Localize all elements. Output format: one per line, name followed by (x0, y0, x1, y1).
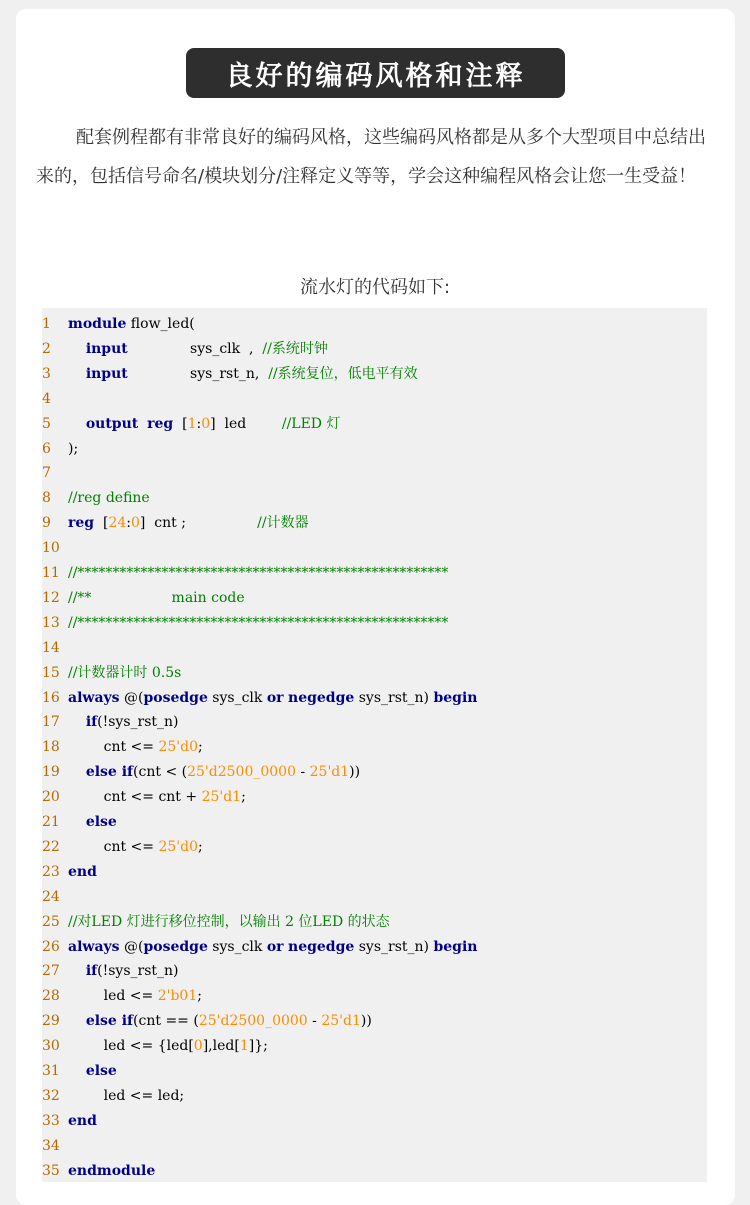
code-plain (68, 366, 86, 382)
code-comment: //对LED 灯进行移位控制，以输出 2 位LED 的状态 (68, 913, 390, 930)
line-number: 20 (42, 789, 60, 806)
code-keyword: else (85, 1063, 117, 1079)
code-comment: //***************************************************** (68, 565, 449, 581)
code-keyword: if (85, 714, 98, 731)
code-keyword: else (85, 814, 117, 830)
line-number: 32 (42, 1087, 60, 1104)
code-keyword: input (85, 365, 128, 382)
line-number: 34 (42, 1137, 60, 1154)
code-text (68, 1084, 184, 1109)
line-number: 11 (42, 565, 60, 581)
line-number: 25 (42, 913, 60, 930)
section-title: 良好的编码风格和注释 (186, 48, 565, 98)
code-plain: (cnt == ( (133, 1013, 199, 1030)
code-text (68, 1109, 97, 1134)
code-keyword: end (68, 863, 97, 880)
code-comment: //LED 灯 (281, 415, 341, 432)
code-plain: : (196, 415, 202, 432)
code-keyword: always (68, 938, 120, 955)
code-plain: (cnt < ( (133, 764, 188, 781)
code-text (68, 959, 179, 984)
code-plain: ; (197, 988, 202, 1005)
code-number: 25'd2500_0000 (187, 764, 296, 781)
line-number: 5 (42, 415, 51, 432)
code-text (68, 1059, 117, 1084)
line-number: 19 (42, 764, 60, 781)
code-number: 0 (193, 1038, 203, 1055)
line-number: 26 (42, 938, 60, 955)
code-comment: //系统复位，低电平有效 (268, 365, 418, 382)
code-text (68, 412, 340, 437)
code-keyword: end (68, 1112, 97, 1129)
code-text (68, 362, 418, 387)
code-plain (68, 341, 86, 357)
code-keyword: if (85, 963, 98, 980)
code-keyword: reg (68, 515, 95, 532)
code-number: 1 (239, 1038, 249, 1055)
code-plain: ; (198, 739, 203, 756)
code-text (68, 735, 203, 760)
code-number: 1 (187, 415, 197, 432)
code-comment: //计数器 (257, 515, 309, 532)
line-number: 2 (42, 340, 51, 357)
code-text (68, 760, 360, 785)
code-plain: [ (94, 515, 109, 532)
line-number: 4 (42, 390, 51, 407)
line-number: 24 (42, 888, 60, 905)
code-text (68, 1034, 268, 1059)
code-plain: @( (119, 938, 144, 955)
code-text (68, 337, 328, 362)
code-text (68, 910, 390, 935)
code-keyword: output (85, 415, 139, 432)
code-plain: sys_rst_n, (127, 365, 269, 382)
line-number: 30 (42, 1038, 60, 1055)
code-plain (68, 764, 86, 780)
code-plain: - (307, 1013, 322, 1030)
code-plain (68, 714, 86, 730)
code-text (68, 312, 195, 337)
code-number: 24 (108, 515, 127, 532)
code-keyword: endmodule (68, 1162, 156, 1179)
code-comment: //计数器计时 0.5s (68, 664, 182, 681)
code-keyword: negedge (288, 938, 355, 955)
code-plain: cnt <= cnt + (68, 789, 202, 806)
code-keyword: begin (433, 938, 478, 955)
code-text (68, 984, 202, 1009)
line-number: 21 (42, 814, 60, 830)
code-text (68, 835, 203, 860)
code-text (68, 810, 117, 835)
code-text (68, 1159, 155, 1184)
code-keyword: or (266, 689, 284, 706)
code-text (68, 511, 309, 536)
code-keyword: reg (147, 415, 174, 432)
code-text (68, 561, 448, 586)
line-number: 31 (42, 1063, 60, 1079)
code-comment: //系统时钟 (262, 340, 328, 357)
code-plain (68, 963, 86, 979)
code-text (68, 661, 181, 686)
code-number: 0 (201, 415, 211, 432)
code-plain: ],led[ (202, 1038, 240, 1055)
code-plain: @( (119, 689, 144, 706)
code-plain: sys_rst_n) (354, 938, 434, 955)
line-number: 15 (42, 664, 60, 681)
code-plain: ; (241, 789, 246, 806)
code-comment: //reg define (68, 490, 150, 507)
code-plain: led <= {led[ (68, 1038, 194, 1055)
code-plain: ] cnt ; (139, 515, 258, 532)
code-plain: )) (349, 764, 361, 781)
code-keyword: posedge (143, 689, 208, 706)
code-number: 25'd1 (309, 764, 350, 781)
line-number: 12 (42, 589, 60, 606)
line-number: 1 (42, 316, 51, 332)
line-number: 23 (42, 863, 60, 880)
code-keyword: module (68, 316, 127, 332)
code-plain: ); (68, 440, 79, 457)
code-text (68, 710, 179, 735)
code-plain: (!sys_rst_n) (97, 714, 179, 731)
line-number: 6 (42, 440, 51, 457)
line-number: 29 (42, 1013, 60, 1030)
code-number: 25'd1 (321, 1013, 361, 1030)
code-plain: )) (360, 1013, 372, 1030)
line-number: 10 (42, 540, 60, 557)
code-number: 25'd1 (201, 789, 242, 806)
code-plain (68, 814, 86, 830)
code-comment: //** main code (68, 589, 245, 606)
code-number: 0 (131, 515, 140, 532)
code-text (68, 1009, 372, 1034)
code-text (68, 611, 448, 636)
code-plain: cnt <= (68, 739, 159, 756)
code-keyword: input (85, 340, 128, 357)
line-number: 35 (42, 1162, 60, 1179)
line-number: 27 (42, 963, 60, 980)
code-plain: led <= (68, 988, 158, 1005)
line-number: 7 (42, 465, 51, 482)
code-block (42, 308, 707, 1182)
code-plain (68, 416, 86, 432)
code-keyword: posedge (143, 938, 208, 955)
code-number: 25'd0 (158, 838, 198, 855)
code-plain: ]}; (248, 1038, 268, 1055)
code-plain: sys_rst_n) (354, 689, 434, 706)
code-number: 2'b01 (157, 988, 198, 1005)
line-number: 28 (42, 988, 60, 1005)
line-number: 14 (42, 639, 60, 656)
code-plain: led <= led; (68, 1087, 185, 1104)
code-plain: ; (198, 838, 203, 855)
code-text (68, 586, 245, 611)
code-text (68, 935, 477, 960)
code-plain: sys_clk , (127, 340, 263, 357)
code-plain: flow_led( (126, 316, 195, 332)
code-caption: 流水灯的代码如下: (299, 277, 451, 298)
code-keyword: always (68, 689, 120, 706)
line-number: 8 (42, 490, 51, 507)
code-plain: cnt <= (68, 838, 159, 855)
code-plain (68, 1013, 86, 1029)
code-text (68, 785, 246, 810)
code-keyword: else if (85, 1013, 134, 1030)
code-keyword: negedge (288, 689, 355, 706)
line-number: 16 (42, 689, 60, 706)
line-number: 3 (42, 365, 51, 382)
code-text (68, 686, 477, 711)
code-text (68, 486, 150, 511)
line-number: 33 (42, 1112, 60, 1129)
code-plain: (!sys_rst_n) (97, 963, 179, 980)
code-plain: [ (173, 415, 188, 432)
line-number: 22 (42, 838, 60, 855)
code-keyword: or (266, 938, 284, 955)
code-keyword: begin (433, 689, 478, 706)
code-number: 25'd0 (158, 739, 198, 756)
code-number: 25'd2500_0000 (198, 1013, 308, 1030)
code-plain: sys_clk (207, 689, 267, 706)
code-comment: //***************************************************** (68, 614, 449, 631)
code-keyword: else if (85, 764, 134, 781)
code-text (68, 860, 97, 885)
line-number: 17 (42, 714, 60, 731)
code-plain: sys_clk (207, 938, 267, 955)
code-text (68, 437, 78, 462)
line-number: 18 (42, 739, 60, 756)
code-plain: : (126, 515, 131, 532)
code-plain: ] led (210, 415, 282, 432)
code-plain (68, 1063, 86, 1079)
intro-paragraph: 配套例程都有非常良好的编码风格，这些编码风格都是从多个大型项目中总结出来的，包括信号命名/模块划分/注释定义等等，学会这种编程风格会让您一生受益！ (36, 127, 706, 187)
code-plain: - (295, 764, 310, 781)
line-number: 13 (42, 614, 60, 631)
line-number: 9 (42, 515, 51, 532)
code-plain (138, 416, 147, 432)
